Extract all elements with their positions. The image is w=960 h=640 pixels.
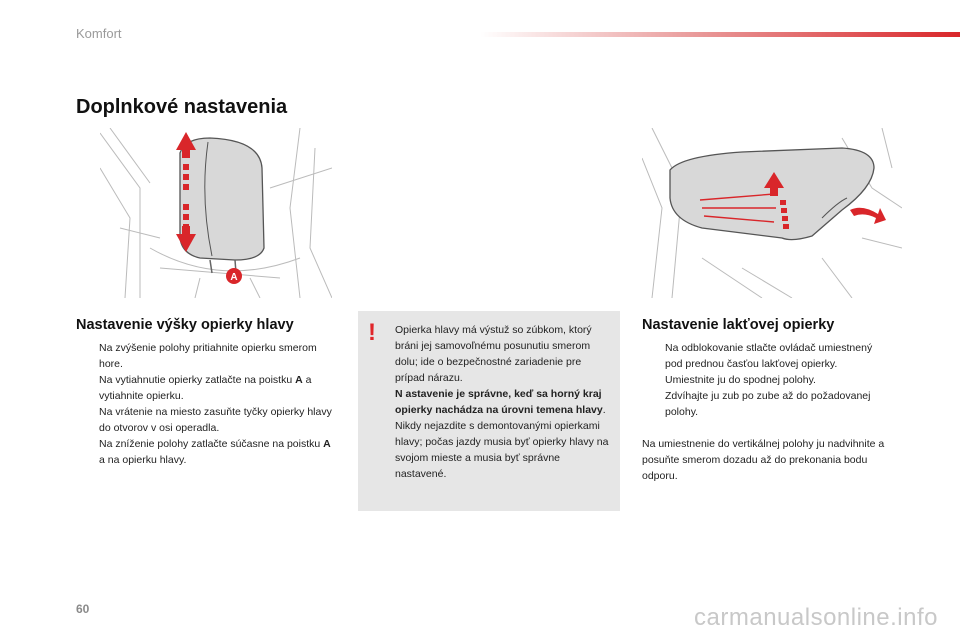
headrest-drawing xyxy=(100,128,332,298)
armrest-bullet-list xyxy=(642,340,892,420)
warning-icon: ! xyxy=(368,319,376,346)
list-item xyxy=(76,404,338,436)
armrest-heading: Nastavenie lakťovej opierky xyxy=(642,317,835,333)
bullet-bold-ref: A xyxy=(323,438,331,450)
bullet-text: Na vytiahnutie opierky zatlačte na poistku xyxy=(99,374,296,386)
headrest-illustration xyxy=(100,128,332,298)
bullet-text: Na vrátenie na miesto zasuňte tyčky opierky hlavy do otvorov v osi operadla. xyxy=(99,406,332,434)
list-item xyxy=(76,436,338,468)
headrest-heading: Nastavenie výšky opierky hlavy xyxy=(76,317,294,333)
armrest-illustration xyxy=(642,128,902,298)
page-title: Doplnkové nastavenia xyxy=(76,96,288,118)
bullet-text: a vytiahnite opierku. xyxy=(99,374,312,402)
header-rule xyxy=(480,32,960,37)
warning-paragraph: Nikdy nejazdite s demontovanými opierkami hlavy; počas jazdy musia byť opierky hlavy na svojom mieste a musia byť správne nastavené. xyxy=(395,420,609,480)
list-item xyxy=(642,340,892,372)
bullet-bold-ref: A xyxy=(295,374,303,386)
page-number: 60 xyxy=(76,602,90,616)
list-item xyxy=(642,372,892,388)
warning-paragraph: Opierka hlavy má výstuž so zúbkom, ktorý bráni jej samovoľnému posunutiu smerom dolu; ide o bezpečnostné zariadenie pre prípad nárazu. xyxy=(395,324,592,384)
warning-emphasis: N astavenie je správne, keď sa horný kraj opierky nachádza na úrovni temena hlavy xyxy=(395,388,603,416)
callout-a-label: A xyxy=(230,272,238,283)
bullet-text: Na odblokovanie stlačte ovládač umiestnený pod prednou časťou lakťovej opierky. xyxy=(665,342,873,370)
list-item xyxy=(76,340,338,372)
watermark: carmanualsonline.info xyxy=(694,604,938,631)
bullet-text: Na zníženie polohy zatlačte súčasne na poistku xyxy=(99,438,324,450)
list-item xyxy=(76,372,338,404)
armrest-drawing xyxy=(642,128,902,298)
bullet-text: Umiestnite ju do spodnej polohy. xyxy=(665,374,816,386)
bullet-text: Zdvíhajte ju zub po zube až do požadovanej polohy. xyxy=(665,390,871,418)
warning-text xyxy=(395,322,613,482)
bullet-text: a na opierku hlavy. xyxy=(99,454,187,466)
bullet-text: Na zvýšenie polohy pritiahnite opierku smerom hore. xyxy=(99,342,317,370)
warning-period: . xyxy=(602,404,606,416)
list-item xyxy=(642,388,892,420)
headrest-bullet-list xyxy=(76,340,338,468)
armrest-vertical-note: Na umiestnenie do vertikálnej polohy ju nadvihnite a posuňte smerom dozadu až do prekonania bodu odporu. xyxy=(642,438,885,482)
section-title: Komfort xyxy=(76,26,122,41)
